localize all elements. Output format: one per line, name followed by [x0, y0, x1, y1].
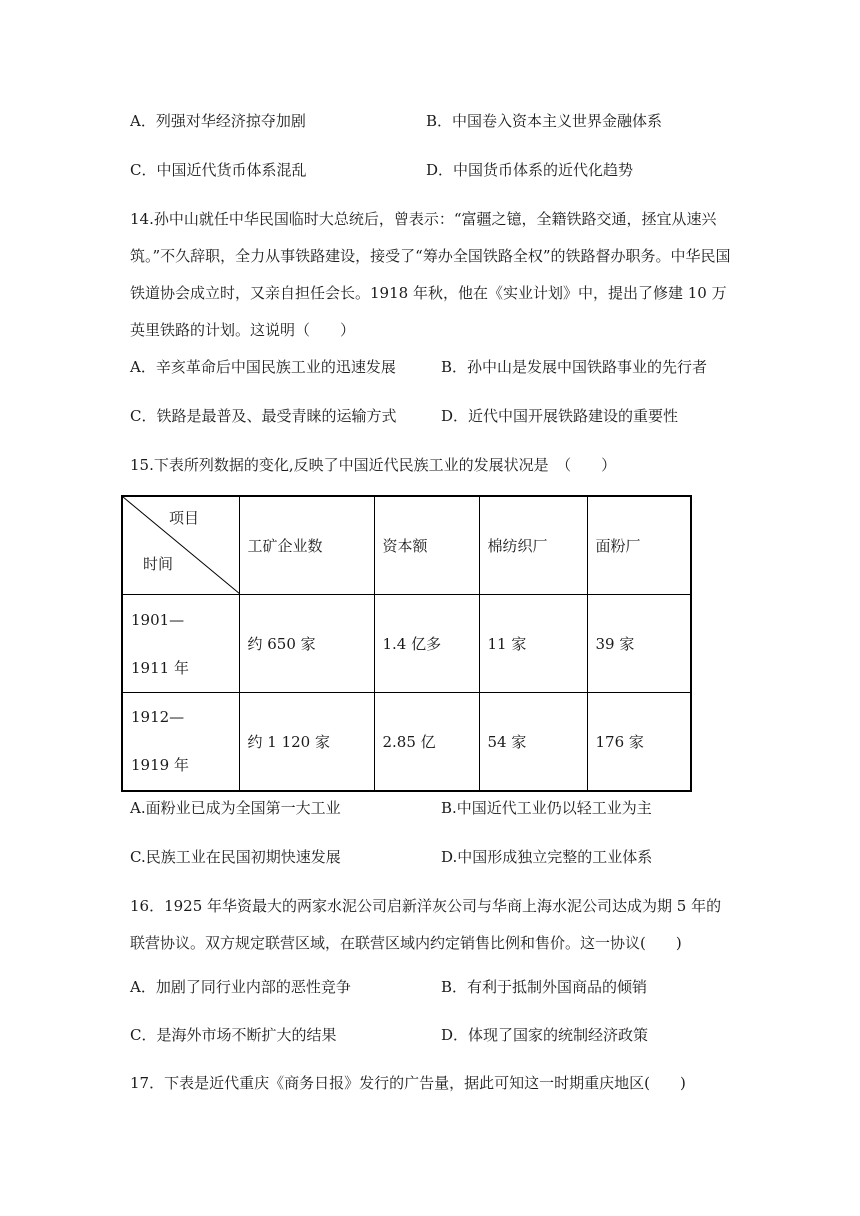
table-cell: 11 家 [479, 595, 587, 693]
column-header: 工矿企业数 [239, 496, 374, 595]
table-header-row [122, 496, 691, 595]
q14-option-a: A．辛亥革命后中国民族工业的迅速发展 [130, 358, 396, 376]
industry-data-table [121, 495, 692, 792]
q14-option-b: B．孙中山是发展中国铁路事业的先行者 [441, 358, 708, 376]
table-row [122, 693, 691, 791]
period-end: 1919 年 [131, 756, 189, 775]
q15-stem: 15.下表所列数据的变化,反映了中国近代民族工业的发展状况是 （ ） [130, 456, 617, 474]
q13-option-a: A．列强对华经济掠夺加剧 [130, 112, 306, 130]
q14-option-d: D．近代中国开展铁路建设的重要性 [441, 407, 679, 425]
period-cell [122, 693, 239, 791]
corner-label-item: 项目 [169, 509, 200, 527]
period-start: 1912— [131, 708, 185, 727]
q15-option-a: A.面粉业已成为全国第一大工业 [130, 799, 341, 817]
q14-option-c: C．铁路是最普及、最受青睐的运输方式 [130, 407, 397, 425]
table-cell: 2.85 亿 [374, 693, 479, 791]
q15-option-d: D.中国形成独立完整的工业体系 [441, 848, 653, 866]
table-cell: 约 650 家 [239, 595, 374, 693]
period-start: 1901— [131, 610, 185, 629]
period-end: 1911 年 [131, 658, 189, 677]
table-cell: 39 家 [587, 595, 691, 693]
corner-label-time: 时间 [143, 555, 174, 573]
q16-option-d: D．体现了国家的统制经济政策 [441, 1026, 649, 1044]
table-cell: 54 家 [479, 693, 587, 791]
q15-option-b: B.中国近代工业仍以轻工业为主 [441, 799, 652, 817]
table-cell: 1.4 亿多 [374, 595, 479, 693]
q13-option-d: D．中国货币体系的近代化趋势 [426, 161, 634, 179]
q16-stem: 16．1925 年华资最大的两家水泥公司启新洋灰公司与华商上海水泥公司达成为期 5 年的联营协议。双方规定联营区域，在联营区域内约定销售比例和售价。这一协议( ) [130, 897, 722, 952]
q13-option-b: B．中国卷入资本主义世界金融体系 [426, 112, 663, 130]
table-cell: 176 家 [587, 693, 691, 791]
q16-option-a: A．加剧了同行业内部的恶性竞争 [130, 978, 351, 996]
column-header: 资本额 [374, 496, 479, 595]
q14-stem: 14.孙中山就任中华民国临时大总统后，曾表示：“富疆之镱，全籍铁路交通，拯宜从速兴筑。”不久辞职，全力从事铁路建设，接受了“筹办全国铁路全权”的铁路督办职务。中华民国铁道协会成立时，又亲自担任会长。1918 年秋，他在《实业计划》中，提出了修建 10 万英里铁路的计划。这说明（ ） [130, 210, 731, 339]
table-cell: 约 1 120 家 [239, 693, 374, 791]
q17-stem: 17．下表是近代重庆《商务日报》发行的广告量，据此可知这一时期重庆地区( ) [130, 1074, 686, 1092]
column-header: 棉纺织厂 [479, 496, 587, 595]
q16-option-c: C．是海外市场不断扩大的结果 [130, 1026, 337, 1044]
q13-option-c: C．中国近代货币体系混乱 [130, 161, 307, 179]
q15-option-c: C.民族工业在民国初期快速发展 [130, 848, 341, 866]
period-cell [122, 595, 239, 693]
q16-option-b: B．有利于抵制外国商品的倾销 [441, 978, 648, 996]
table-corner-cell [122, 496, 239, 595]
table-row [122, 595, 691, 693]
column-header: 面粉厂 [587, 496, 691, 595]
